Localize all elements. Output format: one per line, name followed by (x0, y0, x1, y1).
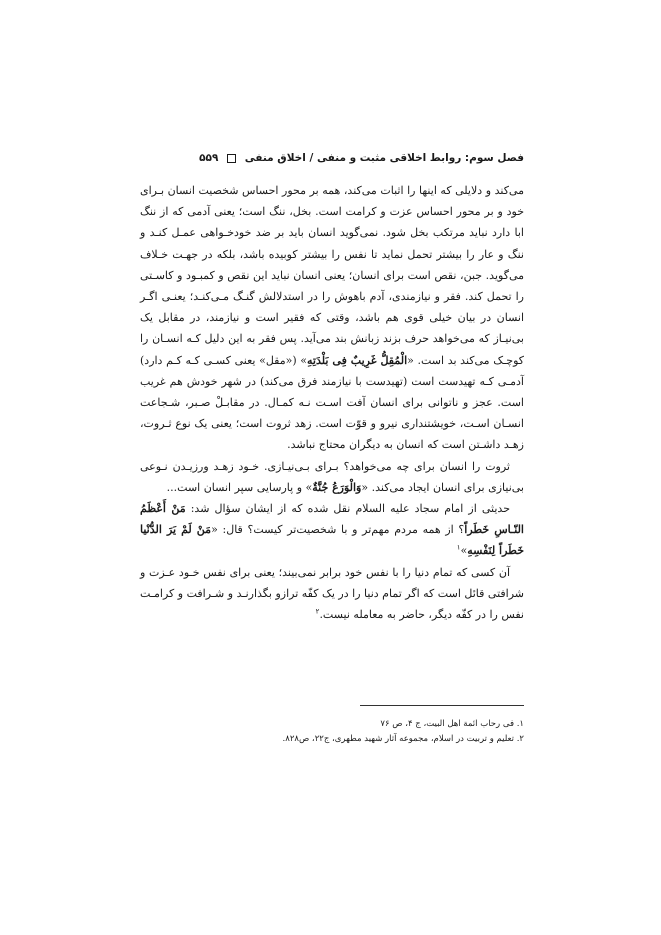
paragraph-2-text-a: ثروت را انسان برای چه می‌خواهد؟ بـرای بـی‌نیـازی. خـود زهـد ورزیـدن نـوعی بی‌نیازی برای انسان ایجاد می‌کند. « (140, 459, 524, 494)
paragraph-1 (140, 180, 524, 456)
arabic-quote-2: وَالْوَرَعُ جُنَّةٌ (312, 480, 362, 494)
paragraph-3 (140, 498, 524, 562)
arabic-quote-1: الْمُقِلُّ غَرِیبٌ فِی بَلْدَتِهِ (307, 353, 408, 367)
paragraph-1-text-b: » («مقل» یعنی کسـی کـه کـم دارد) آدمـی کـه تهیدست است (تهیدست با نیازمند فرق می‌کند) در شهر خودش هم غریب است. عجز و ناتوانی برای انسان آفت اسـت نـه کمـال. در مقابـلْ صـبر، شـجاعت انسـان اسـت، خویشتنداری نیرو و قوّت است. زهد ثروت است؛ یعنی یک نوع ثـروت، زهـد داشـتن است که انسان به دیگران محتاج نباشد. (140, 353, 524, 452)
paragraph-1-text-a: می‌کند و دلایلی که اینها را اثبات می‌کند، همه بر محور احساس شخصیت انسان بـرای خود و بر محور احساس عزت و کرامت است. بخل، ننگ است؛ یعنی آدمی که از ننگ ابا دارد نباید مرتکب بخل شود. نمی‌گوید انسان باید بر ضد خودخـواهی عمـل کنـد و ننگ و عار را بیشتر تحمل نماید تا نفس را بیشتر کوبیده باشد، بلکه در جهـت خـلاف می‌گوید. جبن، نقص است برای انسان؛ یعنی انسان نباید این نقص و کمبـود و کاسـتی را تحمل کند. فقر و نیازمندی، آدم باهوش را در استدلالش گنـگ مـی‌کنـد؛ یعنـی اگـر انسان در بیان خیلی قوی هم باشد، وقتی که فقیر است و نیازمند، در مقابل یک بی‌نیـاز که می‌خواهد حرف بزند زبانش بند می‌آید. پس فقر به این دلیل کـه انسـان را کوچـک می‌کند بد است. « (140, 184, 524, 367)
paragraph-3-text-b: ؟ از همه مردم مهم‌تر و با شخصیت‌تر کیست؟ قال: « (211, 523, 465, 537)
square-ornament-icon (227, 154, 236, 163)
page-number: ۵۵۹ (199, 152, 219, 164)
footnotes (140, 717, 524, 747)
footnote-2: ۲. تعلیم و تربیت در اسلام، مجموعه آثار شهید مطهری، ج۲۲، ص۸۲۸. (282, 734, 524, 744)
footnote-1: ۱. فی رحاب ائمة اهل البیت، ج ۴، ص ۷۶ (380, 719, 524, 729)
running-title: فصل سوم: روابط اخلاقی مثبت و منفی / اخلاق منفی (244, 152, 524, 164)
paragraph-2-text-b: » و پارسایی سپر انسان است... (166, 480, 313, 494)
arabic-answer: مَنْ لَمْ یَرَ الدُّنْیا خَطَراً لِنَفْسِهِ (140, 523, 524, 558)
running-header (140, 151, 524, 165)
paragraph-3-text-a: حدیثی از امام سجاد علیه السلام نقل شده که از ایشان سؤال شد: (185, 502, 511, 516)
paragraph-3-text-c: » (460, 544, 468, 558)
arabic-question: مَنْ أَعْظَمُ النّـاسِ خَطَراً (140, 502, 524, 537)
footnote-ref-1[interactable]: ۱ (456, 543, 461, 552)
main-text (140, 180, 524, 625)
paragraph-2 (140, 456, 524, 498)
footnote-separator (360, 705, 524, 706)
paragraph-4 (140, 562, 524, 626)
footnote-ref-2[interactable]: ۲ (315, 607, 320, 616)
paragraph-4-text: آن کسی که تمام دنیا را با نفس خود برابر نمی‌بیند؛ یعنی برای نفس خـود عـزت و شرافتی قائل است که اگر تمام دنیا را در یک کفّه ترازو بگذارنـد و شـرافت و کرامـت نفس را در کفّه دیگر، حاضر به معامله نیست. (140, 565, 524, 622)
